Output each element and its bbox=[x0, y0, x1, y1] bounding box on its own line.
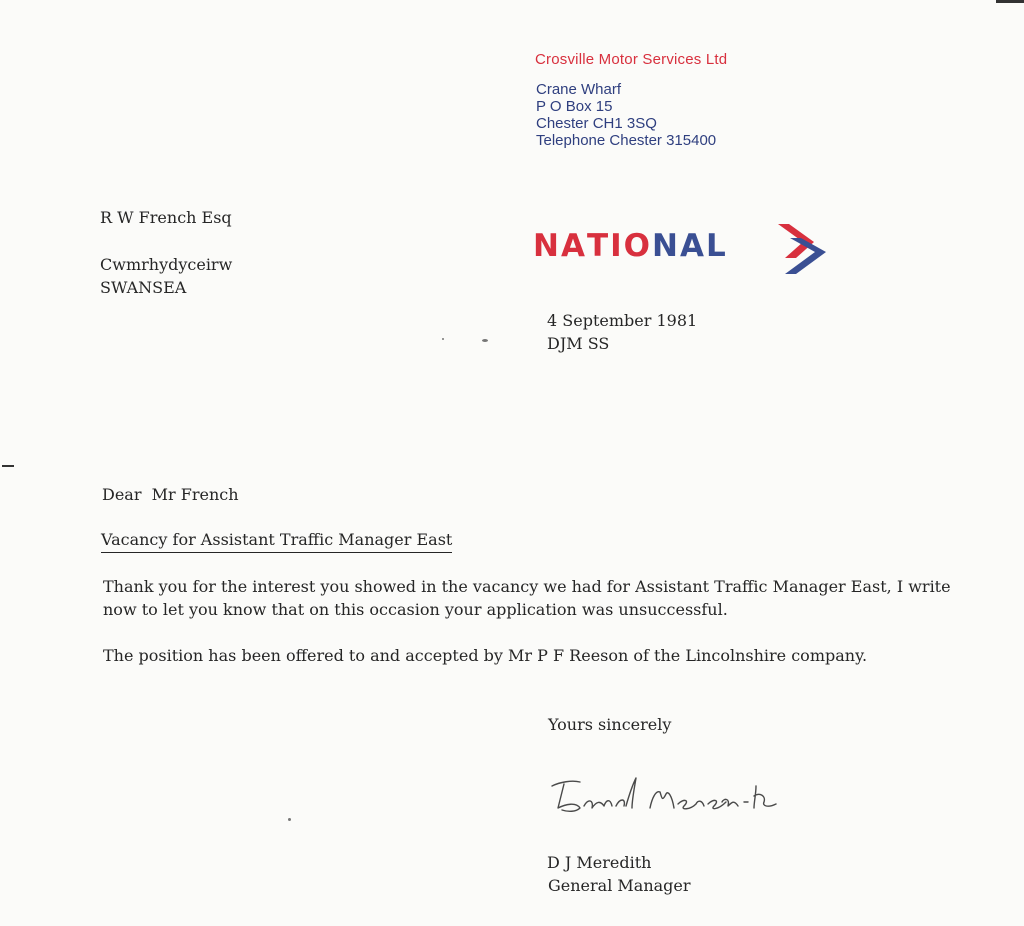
company-name: Crosville Motor Services Ltd bbox=[535, 51, 728, 68]
paper-speck bbox=[442, 338, 444, 340]
recipient-address-line: Cwmrhydyceirw bbox=[100, 255, 233, 274]
signatory-name: D J Meredith bbox=[547, 853, 652, 872]
recipient-address-line: SWANSEA bbox=[100, 278, 187, 297]
address-line: Telephone Chester 315400 bbox=[536, 132, 717, 149]
logo-letter: I bbox=[610, 228, 624, 264]
top-right-edge-mark bbox=[996, 0, 1024, 3]
recipient-address bbox=[100, 206, 232, 299]
logo-letter: A bbox=[679, 228, 706, 264]
letter-date: 4 September 1981 bbox=[547, 311, 698, 330]
address-line: Chester CH1 3SQ bbox=[536, 115, 657, 132]
company-address bbox=[536, 81, 716, 149]
logo-letter: N bbox=[533, 228, 561, 264]
logo-letter: N bbox=[652, 228, 680, 264]
body-paragraph: The position has been offered to and accepted by Mr P F Reeson of the Lincolnshire company. bbox=[103, 646, 868, 665]
national-logo-text bbox=[533, 228, 728, 264]
address-line: P O Box 15 bbox=[536, 98, 613, 115]
paper-speck bbox=[482, 339, 488, 342]
closing: Yours sincerely bbox=[548, 715, 672, 734]
body-paragraph: Thank you for the interest you showed in the vacancy we had for Assistant Traffic Manager East, I write now to let you know that on this occasion your application was unsuccessful. bbox=[103, 577, 951, 619]
logo-letter: O bbox=[623, 228, 653, 264]
date-reference-block bbox=[547, 309, 697, 355]
left-edge-mark bbox=[2, 465, 14, 467]
subject-line: Vacancy for Assistant Traffic Manager East bbox=[101, 528, 452, 553]
paper-speck bbox=[288, 818, 291, 821]
logo-letter: T bbox=[586, 228, 611, 264]
salutation: Dear Mr French bbox=[102, 485, 239, 504]
address-line: Crane Wharf bbox=[536, 81, 622, 98]
signatory-title: General Manager bbox=[548, 876, 691, 895]
recipient-name: R W French Esq bbox=[100, 208, 232, 227]
logo-letter: L bbox=[705, 228, 728, 264]
handwritten-signature bbox=[550, 772, 810, 822]
national-double-n-icon bbox=[774, 222, 830, 276]
logo-letter: A bbox=[560, 228, 587, 264]
letter-reference: DJM SS bbox=[547, 334, 610, 353]
